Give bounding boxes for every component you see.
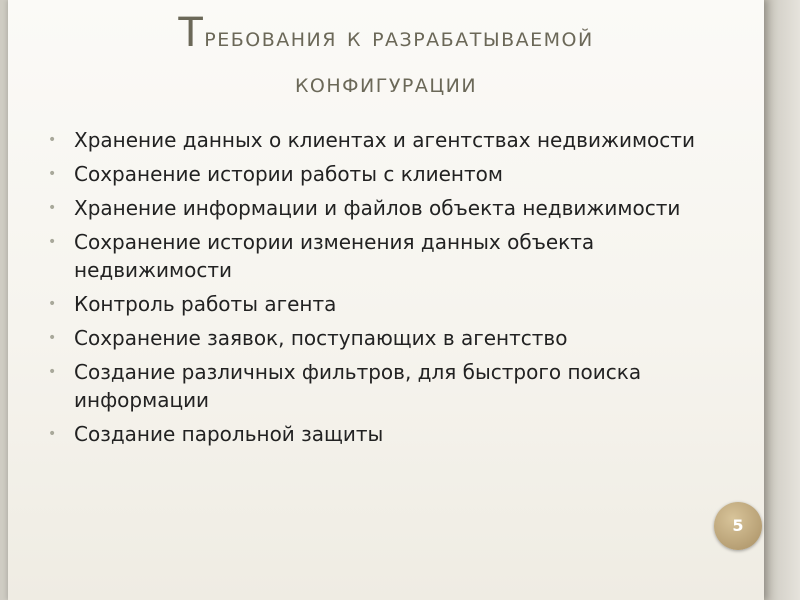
list-item bbox=[48, 160, 708, 188]
list-item-text: Сохранение заявок, поступающих в агентство bbox=[74, 326, 568, 350]
list-item bbox=[48, 420, 708, 448]
list-item-text: Создание парольной защиты bbox=[74, 422, 384, 446]
page-edge bbox=[764, 0, 800, 600]
list-item bbox=[48, 228, 708, 284]
list-item bbox=[48, 194, 708, 222]
list-item bbox=[48, 358, 708, 414]
bullet-icon: • bbox=[48, 132, 57, 148]
list-item-text: Сохранение истории изменения данных объекта недвижимости bbox=[74, 230, 595, 282]
list-item bbox=[48, 324, 708, 352]
title-line-2: конфигурации bbox=[294, 68, 478, 99]
list-item-text: Создание различных фильтров, для быстрого поиска информации bbox=[74, 360, 642, 412]
bullet-icon: • bbox=[48, 166, 57, 182]
bullet-list bbox=[48, 126, 708, 454]
slide-title bbox=[8, 10, 764, 107]
title-initial: Т bbox=[178, 10, 205, 56]
list-item bbox=[48, 126, 708, 154]
bullet-icon: • bbox=[48, 296, 57, 312]
list-item bbox=[48, 290, 708, 318]
bullet-icon: • bbox=[48, 426, 57, 442]
list-item-text: Сохранение истории работы с клиентом bbox=[74, 162, 503, 186]
title-line-1-text: ребования к разрабатываемой bbox=[204, 22, 594, 53]
bullet-icon: • bbox=[48, 364, 57, 380]
title-line-1 bbox=[8, 10, 764, 61]
bullet-icon: • bbox=[48, 200, 57, 216]
page-number-badge: 5 bbox=[714, 502, 762, 550]
bullet-icon: • bbox=[48, 234, 57, 250]
bullet-icon: • bbox=[48, 330, 57, 346]
list-item-text: Контроль работы агента bbox=[74, 292, 337, 316]
list-item-text: Хранение информации и файлов объекта недвижимости bbox=[74, 196, 681, 220]
list-item-text: Хранение данных о клиентах и агентствах недвижимости bbox=[74, 128, 695, 152]
